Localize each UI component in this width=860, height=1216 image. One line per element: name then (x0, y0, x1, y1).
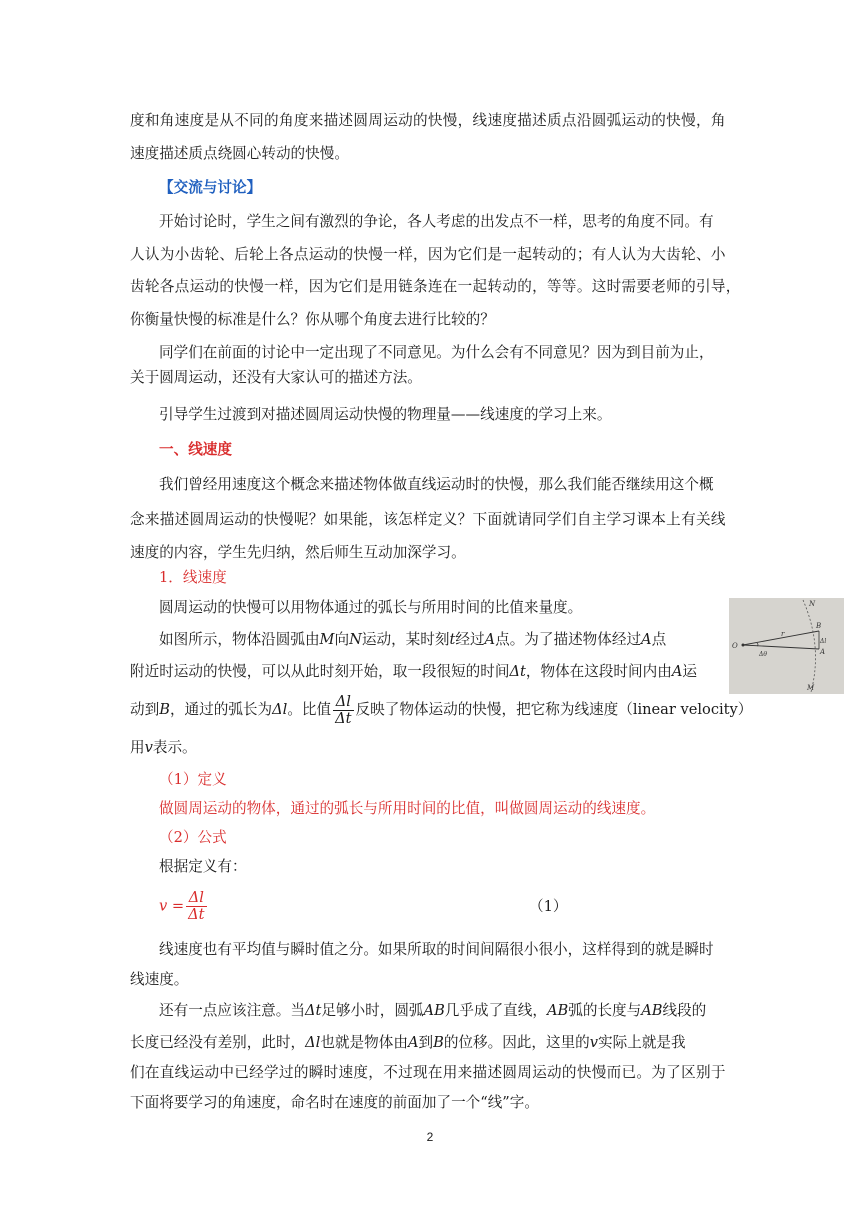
paragraph-line: 开始讨论时，学生之间有激烈的争论，各人考虑的出发点不一样，思考的角度不同。有 (159, 213, 714, 230)
paragraph-line: 度和角速度是从不同的角度来描述圆周运动的快慢，线速度描述质点沿圆弧运动的快慢，角 (130, 112, 726, 129)
paragraph-line: 你衡量快慢的标准是什么？你从哪个角度去进行比较的？ (130, 311, 495, 328)
paragraph-line: 齿轮各点运动的快慢一样，因为它们是用链条连在一起转动的，等等。这时需要老师的引导， (130, 278, 741, 295)
discussion-heading: 【交流与讨论】 (159, 179, 262, 196)
paragraph-line: 念来描述圆周运动的快慢呢？如果能，该怎样定义？下面就请同学们自主学习课本上有关线 (130, 511, 726, 528)
subsection-heading: （2）公式 (159, 829, 227, 846)
paragraph-line: 动到B，通过的弧长为Δl。比值 $\frac{\Delta l}{\Delta t}$ 反映了物体运动的快慢，把它称为线速度（linear velocity） (130, 692, 753, 727)
paragraph-line: 用v表示。 (130, 739, 197, 756)
formula: v = $\frac{\Delta l}{\Delta t}$ (159, 889, 205, 923)
figure-label: O (732, 642, 738, 650)
paragraph-line: 长度已经没有差别，此时，Δl也就是物体由A到B的位移。因此，这里的v实际上就是我 (130, 1034, 686, 1051)
figure-label: r (781, 630, 785, 638)
paragraph-line: 附近时运动的快慢，可以从此时刻开始，取一段很短的时间Δt，物体在这段时间内由A运 (130, 663, 697, 680)
figure-label: A (820, 648, 826, 656)
paragraph-line: 线速度也有平均值与瞬时值之分。如果所取的时间间隔很小很小，这样得到的就是瞬时 (159, 941, 714, 958)
figure-label: M (807, 684, 815, 692)
paragraph-line: 根据定义有： (159, 858, 247, 875)
paragraph-line: 速度描述质点绕圆心转动的快慢。 (130, 145, 349, 162)
paragraph-line: 如图所示，物体沿圆弧由M向N运动，某时刻t经过A点。为了描述物体经过A点 (159, 631, 667, 648)
paragraph-line: 圆周运动的快慢可以用物体通过的弧长与所用时间的比值来量度。 (159, 599, 583, 616)
paragraph-line: 线速度。 (130, 971, 189, 988)
paragraph-line: 下面将要学习的角速度，命名时在速度的前面加了一个“线”字。 (130, 1094, 539, 1111)
subsection-heading: 1．线速度 (159, 569, 227, 586)
figure-label: Δθ (759, 651, 767, 658)
circular-arc-figure (729, 598, 844, 694)
subsection-heading: （1）定义 (159, 771, 227, 788)
paragraph-line: 引导学生过渡到对描述圆周运动快慢的物理量——线速度的学习上来。 (159, 406, 612, 423)
figure-label: N (809, 600, 816, 608)
paragraph-line: 速度的内容，学生先归纳，然后师生互动加深学习。 (130, 544, 466, 561)
paragraph-line: 还有一点应该注意。当Δt足够小时，圆弧AB几乎成了直线，AB弧的长度与AB线段的 (159, 1002, 707, 1019)
paragraph-line: 我们曾经用速度这个概念来描述物体做直线运动时的快慢，那么我们能否继续用这个概 (159, 476, 714, 493)
fraction: $\frac{\Delta l}{\Delta t}$ (335, 692, 352, 727)
page-number: 2 (426, 1130, 434, 1144)
paragraph-line: 们在直线运动中已经学过的瞬时速度，不过现在用来描述圆周运动的快慢而已。为了区别于 (130, 1064, 726, 1081)
paragraph-line: 关于圆周运动，还没有大家认可的描述方法。 (130, 369, 422, 386)
definition-text: 做圆周运动的物体，通过的弧长与所用时间的比值，叫做圆周运动的线速度。 (159, 800, 656, 817)
paragraph-line: 同学们在前面的讨论中一定出现了不同意见。为什么会有不同意见？因为到目前为止， (159, 344, 714, 361)
figure-label: Δl (820, 638, 827, 645)
equation-number: （1） (529, 898, 568, 915)
section-heading: 一、线速度 (159, 441, 232, 458)
paragraph-line: 人认为小齿轮、后轮上各点运动的快慢一样，因为它们是一起转动的；有人认为大齿轮、小 (130, 246, 726, 263)
figure-label: B (816, 622, 822, 630)
